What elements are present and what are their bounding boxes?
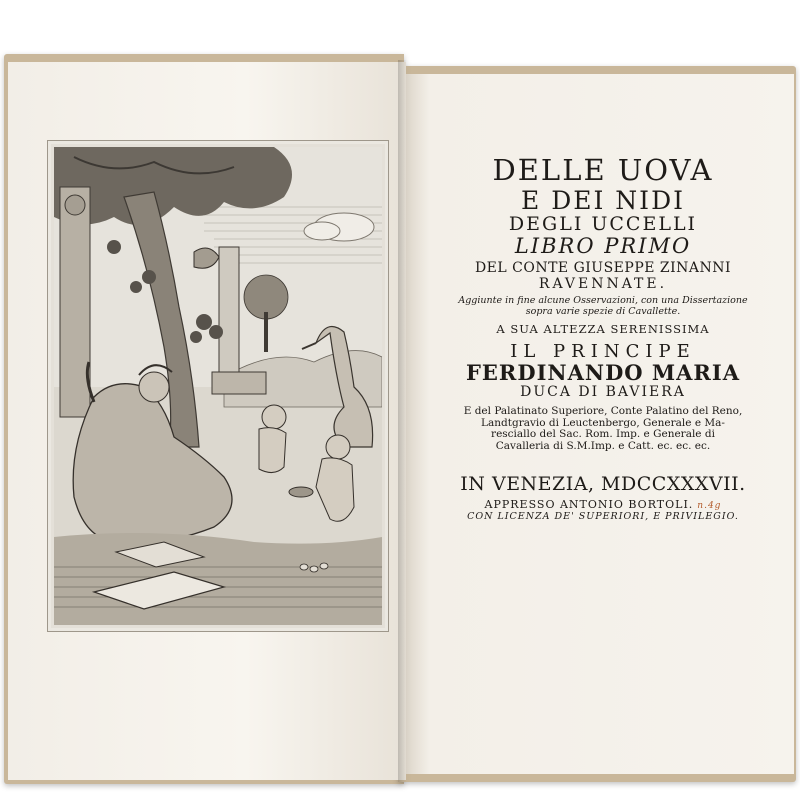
dedicatee-rank: DUCA DI BAVIERA: [520, 383, 686, 400]
titles-line: E del Palatinato Superiore, Conte Palatino del Reno,: [463, 404, 743, 417]
titles-line: Landtgravio di Leuctenbergo, Generale e Ma-: [481, 416, 725, 429]
dedication-line: A SUA ALTEZZA SERENISSIMA: [496, 322, 710, 337]
author-line: DEL CONTE GIUSEPPE ZINANNI: [474, 260, 732, 277]
title-page: [428, 155, 778, 522]
author-origin: RAVENNATE.: [538, 275, 668, 292]
handwritten-annotation: n.4g: [697, 501, 722, 512]
dedicatee-titles: [428, 406, 778, 452]
engraving-illustration: [54, 147, 382, 625]
frontispiece-engraving: [47, 140, 389, 632]
titles-line: resciallo del Sac. Rom. Imp. e Generale di: [491, 428, 715, 441]
printer-line: [428, 499, 778, 512]
title-line-3: DEGLI UCCELLI: [508, 213, 698, 236]
title-line-4: LIBRO PRIMO: [514, 234, 692, 259]
subtitle-line-2: sopra varie spezie di Cavallette.: [525, 305, 681, 317]
title-line-2: E DEI NIDI: [521, 185, 685, 215]
imprint-place-date: IN VENEZIA, MDCCXXXVII.: [460, 473, 746, 496]
title-line-1: DELLE UOVA: [492, 153, 714, 187]
dedicatee-name: FERDINANDO MARIA: [465, 360, 740, 386]
book-gutter: [398, 60, 412, 782]
printer-name: APPRESSO ANTONIO BORTOLI.: [484, 498, 694, 512]
dedicatee-title: IL PRINCIPE: [510, 340, 696, 362]
titles-line: Cavalleria di S.M.Imp. e Catt. ec. ec. ec.: [495, 439, 711, 452]
license-line: CON LICENZA DE' SUPERIORI, E PRIVILEGIO.: [467, 510, 739, 522]
subtitle-line-1: Aggiunte in fine alcune Osservazioni, con una Dissertazione: [458, 295, 748, 307]
